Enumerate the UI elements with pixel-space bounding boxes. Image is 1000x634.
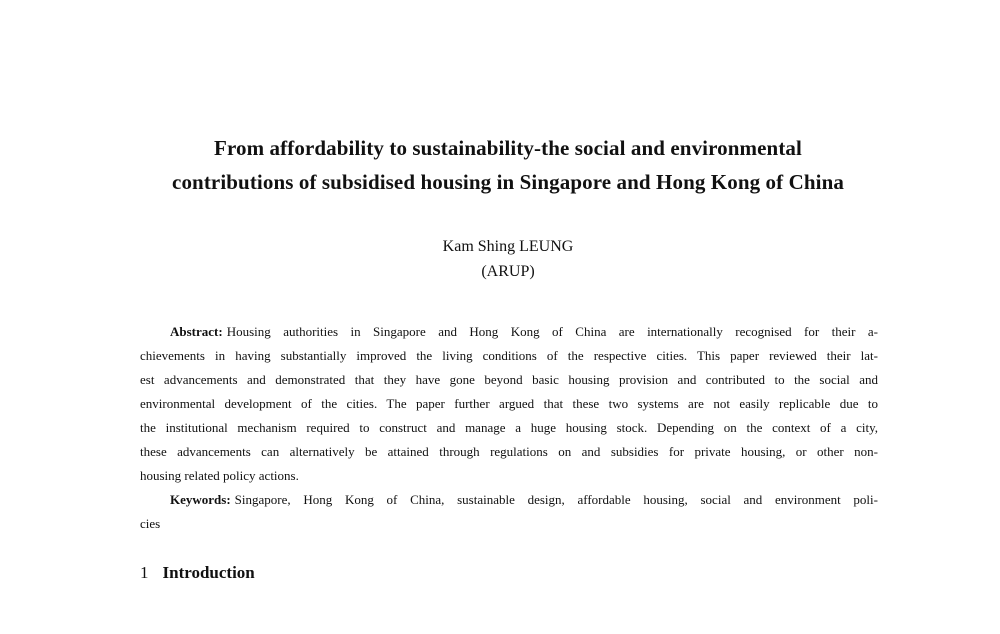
abstract-line: chievements in having substantially improved the living conditions of the respective cities. This paper reviewed their lat- [140, 348, 878, 363]
abstract-line: Abstract: Housing authorities in Singapore and Hong Kong of China are internationally recognised for their a- [170, 324, 878, 339]
abstract-line: the institutional mechanism required to construct and manage a huge housing stock. Depending on the context of a city, [140, 420, 878, 435]
abstract-line: environmental development of the cities. The paper further argued that these two systems are not easily replicable due to [140, 396, 878, 411]
abstract-block [140, 320, 878, 536]
paper-title [100, 131, 916, 199]
keywords-label: Keywords: [170, 492, 231, 507]
title-line-1: From affordability to sustainability-the social and environmental [214, 136, 802, 160]
title-line-2: contributions of subsidised housing in Singapore and Hong Kong of China [172, 170, 844, 194]
abstract-line: est advancements and demonstrated that they have gone beyond basic housing provision and contributed to the social and [140, 372, 878, 387]
abstract-line: these advancements can alternatively be attained through regulations on and subsidies for private housing, or other non- [140, 444, 878, 459]
author-name: Kam Shing LEUNG [442, 238, 574, 255]
keywords-line: cies [140, 516, 161, 531]
abstract-label: Abstract: [170, 324, 223, 339]
author-block [100, 234, 916, 284]
abstract-line: housing related policy actions. [140, 468, 299, 483]
section-title: Introduction [162, 563, 255, 582]
keywords-line: Keywords: Singapore, Hong Kong of China, sustainable design, affordable housing, social and environment poli- [170, 492, 878, 507]
section-number: 1 [140, 563, 149, 582]
author-affiliation: (ARUP) [481, 263, 535, 280]
section-heading [140, 560, 255, 586]
